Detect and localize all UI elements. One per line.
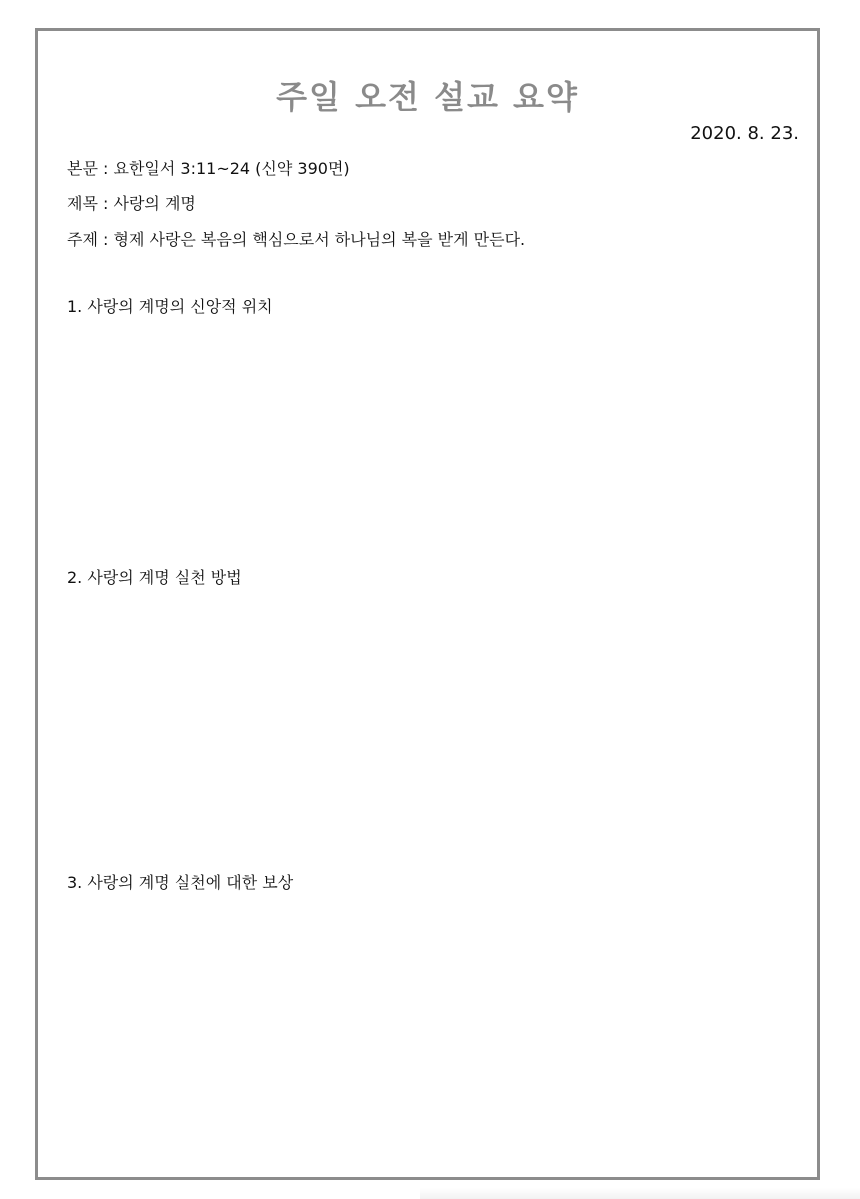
theme-value: 형제 사랑은 복음의 핵심으로서 하나님의 복을 받게 만든다. bbox=[113, 230, 526, 249]
bottom-shadow bbox=[420, 1188, 860, 1199]
scripture-separator: : bbox=[97, 159, 114, 178]
document-date: 2020. 8. 23. bbox=[690, 123, 799, 144]
subject-label: 제목 bbox=[67, 194, 98, 213]
theme-label: 주제 bbox=[67, 230, 98, 249]
scripture-label: 본문 bbox=[67, 159, 98, 178]
subject-separator: : bbox=[97, 194, 114, 213]
section-heading-1: 1. 사랑의 계명의 신앙적 위치 bbox=[67, 297, 273, 316]
scripture-line bbox=[67, 157, 350, 181]
theme-separator: : bbox=[97, 230, 114, 249]
subject-line bbox=[67, 192, 196, 216]
theme-line bbox=[67, 228, 525, 252]
document-title: 주일 오전 설교 요약 bbox=[276, 78, 579, 116]
subject-value: 사랑의 계명 bbox=[113, 194, 196, 213]
section-heading-3: 3. 사랑의 계명 실천에 대한 보상 bbox=[67, 873, 294, 892]
section-heading-2: 2. 사랑의 계명 실천 방법 bbox=[67, 568, 242, 587]
scripture-value: 요한일서 3:11~24 (신약 390면) bbox=[113, 159, 350, 178]
document-page bbox=[35, 28, 820, 1180]
